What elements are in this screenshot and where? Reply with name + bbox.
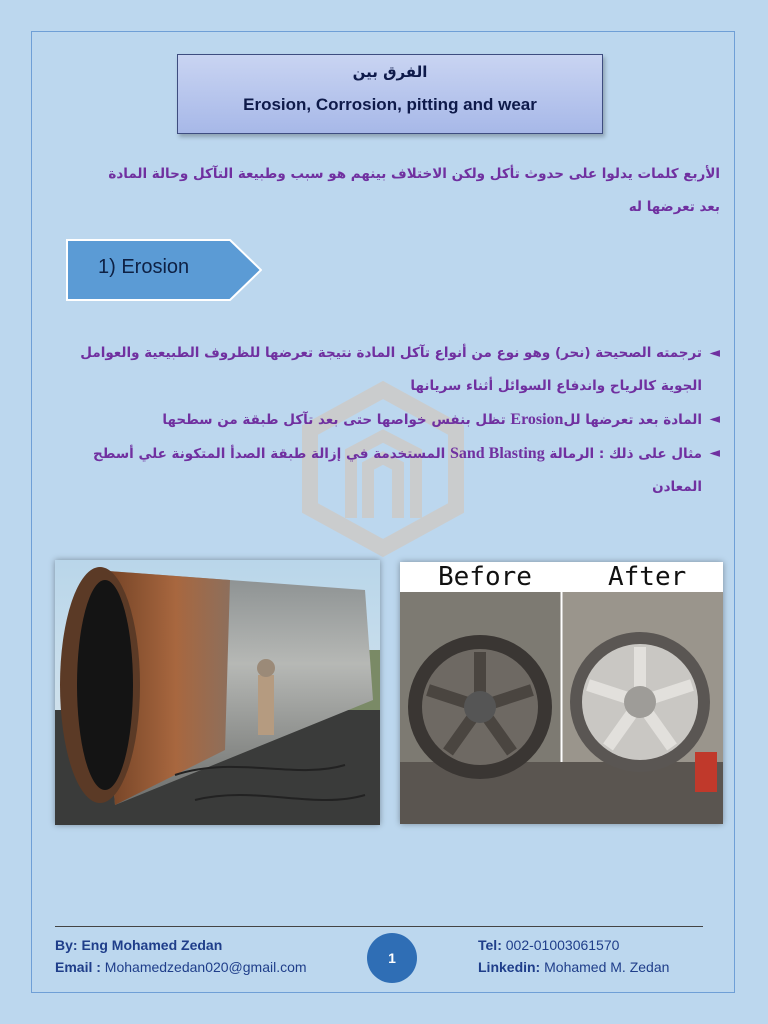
after-label: After <box>608 562 687 592</box>
bullet-text-post: المستخدمة في إزالة طبقة الصدأ المتكونة علي أسطح المعادن <box>92 446 702 495</box>
title-box <box>177 54 603 134</box>
title-english: Erosion, Corrosion, pitting and wear <box>243 95 537 114</box>
bullet-item <box>60 437 720 504</box>
bullet-text-post: تظل بنفس خواصها حتى بعد تآكل طبقة من سطحها <box>162 412 511 428</box>
author-label: By: <box>55 937 78 953</box>
section-banner <box>66 239 262 301</box>
tel-number: 002-01003061570 <box>505 937 620 953</box>
triangle-bullet-icon: ◄ <box>709 445 720 461</box>
title-arabic: الفرق بين <box>352 63 428 81</box>
bullet-term: Sand Blasting <box>449 445 545 462</box>
tel-label: Tel: <box>478 937 502 953</box>
before-label: Before <box>438 562 532 592</box>
triangle-bullet-icon: ◄ <box>709 411 720 427</box>
footer-linkedin <box>478 959 669 975</box>
before-after-wheel-photo <box>400 562 723 824</box>
bullet-text-pre: المادة بعد تعرضها لل <box>563 412 702 428</box>
footer-email <box>55 959 307 975</box>
bullet-text: ترجمته الصحيحة (نحر) وهو نوع من أنواع تآكل المادة نتيجة تعرضها للظروف الطبيعية والعوامل الجوية كالرياح واندفاع السوائل أثناء سريانها <box>80 345 702 394</box>
footer-divider <box>55 926 703 927</box>
triangle-bullet-icon: ◄ <box>709 345 720 361</box>
bullet-text-pre: مثال على ذلك : الرمالة <box>544 446 702 462</box>
footer-author <box>55 937 222 953</box>
sandblasting-pipe-photo <box>55 560 380 825</box>
linkedin-name[interactable]: Mohamed M. Zedan <box>544 959 670 975</box>
page-number: 1 <box>367 933 417 983</box>
bullet-list <box>60 337 720 504</box>
bullet-term: Erosion <box>510 411 564 428</box>
bullet-item <box>60 337 720 403</box>
email-address[interactable]: Mohamedzedan020@gmail.com <box>104 959 307 975</box>
bullet-item <box>60 403 720 437</box>
linkedin-label: Linkedin: <box>478 959 541 975</box>
section-title: 1) Erosion <box>98 256 190 278</box>
intro-paragraph: الأربع كلمات يدلوا على حدوث تأكل ولكن الاختلاف بينهم هو سبب وطبيعة التآكل وحالة المادة بعد تعرضها له <box>108 166 720 215</box>
footer-phone <box>478 937 619 953</box>
email-label: Email : <box>55 959 101 975</box>
author-name: Eng Mohamed Zedan <box>81 937 223 953</box>
